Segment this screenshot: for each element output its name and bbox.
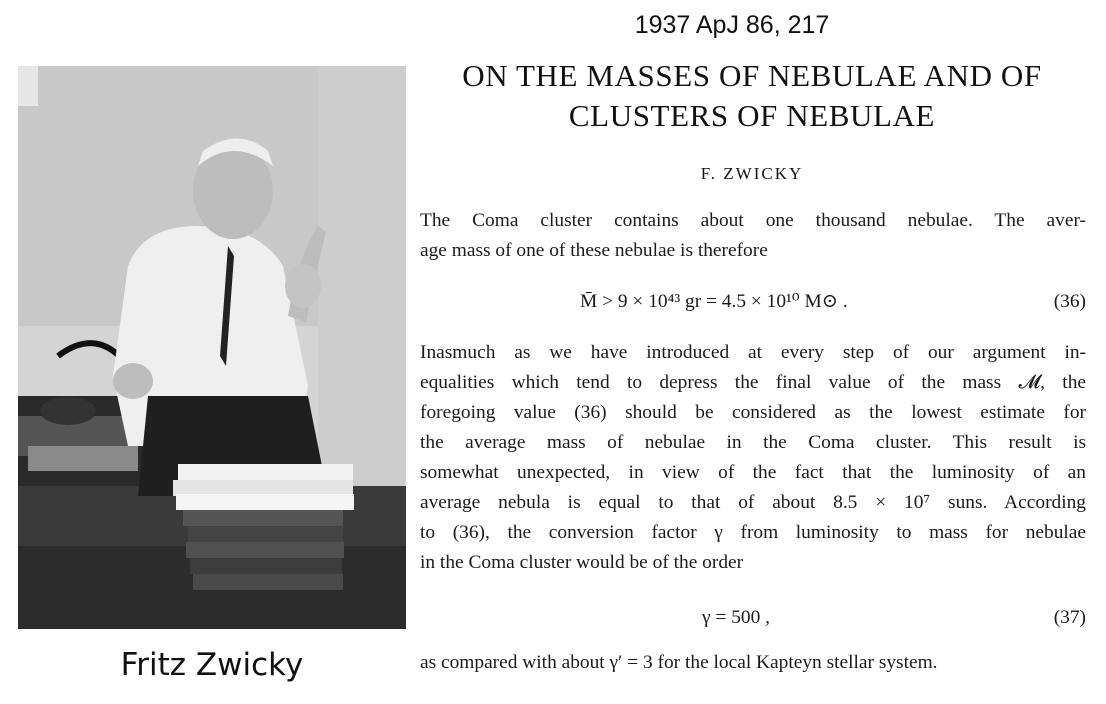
text-line: in the Coma cluster would be of the order: [420, 552, 744, 573]
text-line: equalities which tend to depress the final value of the mass 𝓜, the: [420, 372, 1086, 393]
title-line: CLUSTERS OF NEBULAE: [568, 98, 936, 133]
equation-body: γ = 500 ,: [702, 607, 770, 628]
author: F. ZWICKY: [700, 164, 804, 183]
photo-caption: Fritz Zwicky: [120, 647, 304, 683]
zwicky-photo: [18, 66, 406, 629]
text-line: somewhat unexpected, in view of the fact that the luminosity of an: [420, 462, 1086, 483]
equation-number: (36): [1053, 291, 1086, 312]
paragraph: [420, 648, 1086, 678]
text-line: average nebula is equal to that of about 8.5 × 10⁷ suns. According: [420, 492, 1086, 513]
equation-37: [420, 603, 1086, 633]
text-line: to (36), the conversion factor γ from luminosity to mass for nebulae: [420, 522, 1086, 543]
citation: 1937 ApJ 86, 217: [634, 11, 830, 39]
paragraph: [420, 206, 1086, 266]
paper-title: [418, 56, 1086, 136]
text-line: the average mass of nebulae in the Coma cluster. This result is: [420, 432, 1086, 453]
text-line: Inasmuch as we have introduced at every step of our argument in-: [420, 342, 1086, 363]
text-line: as compared with about γ′ = 3 for the local Kapteyn stellar system.: [420, 652, 938, 673]
text-line: The Coma cluster contains about one thousand nebulae. The aver-: [420, 210, 1086, 231]
paragraph: [420, 338, 1086, 578]
equation-36: [420, 287, 1086, 317]
equation-number: (37): [1053, 607, 1086, 628]
text-line: foregoing value (36) should be considered as the lowest estimate for: [420, 402, 1086, 423]
text-line: age mass of one of these nebulae is therefore: [420, 240, 768, 261]
title-line: ON THE MASSES OF NEBULAE AND OF: [462, 58, 1042, 93]
equation-body: M̄ > 9 × 10⁴³ gr = 4.5 × 10¹⁰ M⊙ .: [580, 291, 848, 312]
